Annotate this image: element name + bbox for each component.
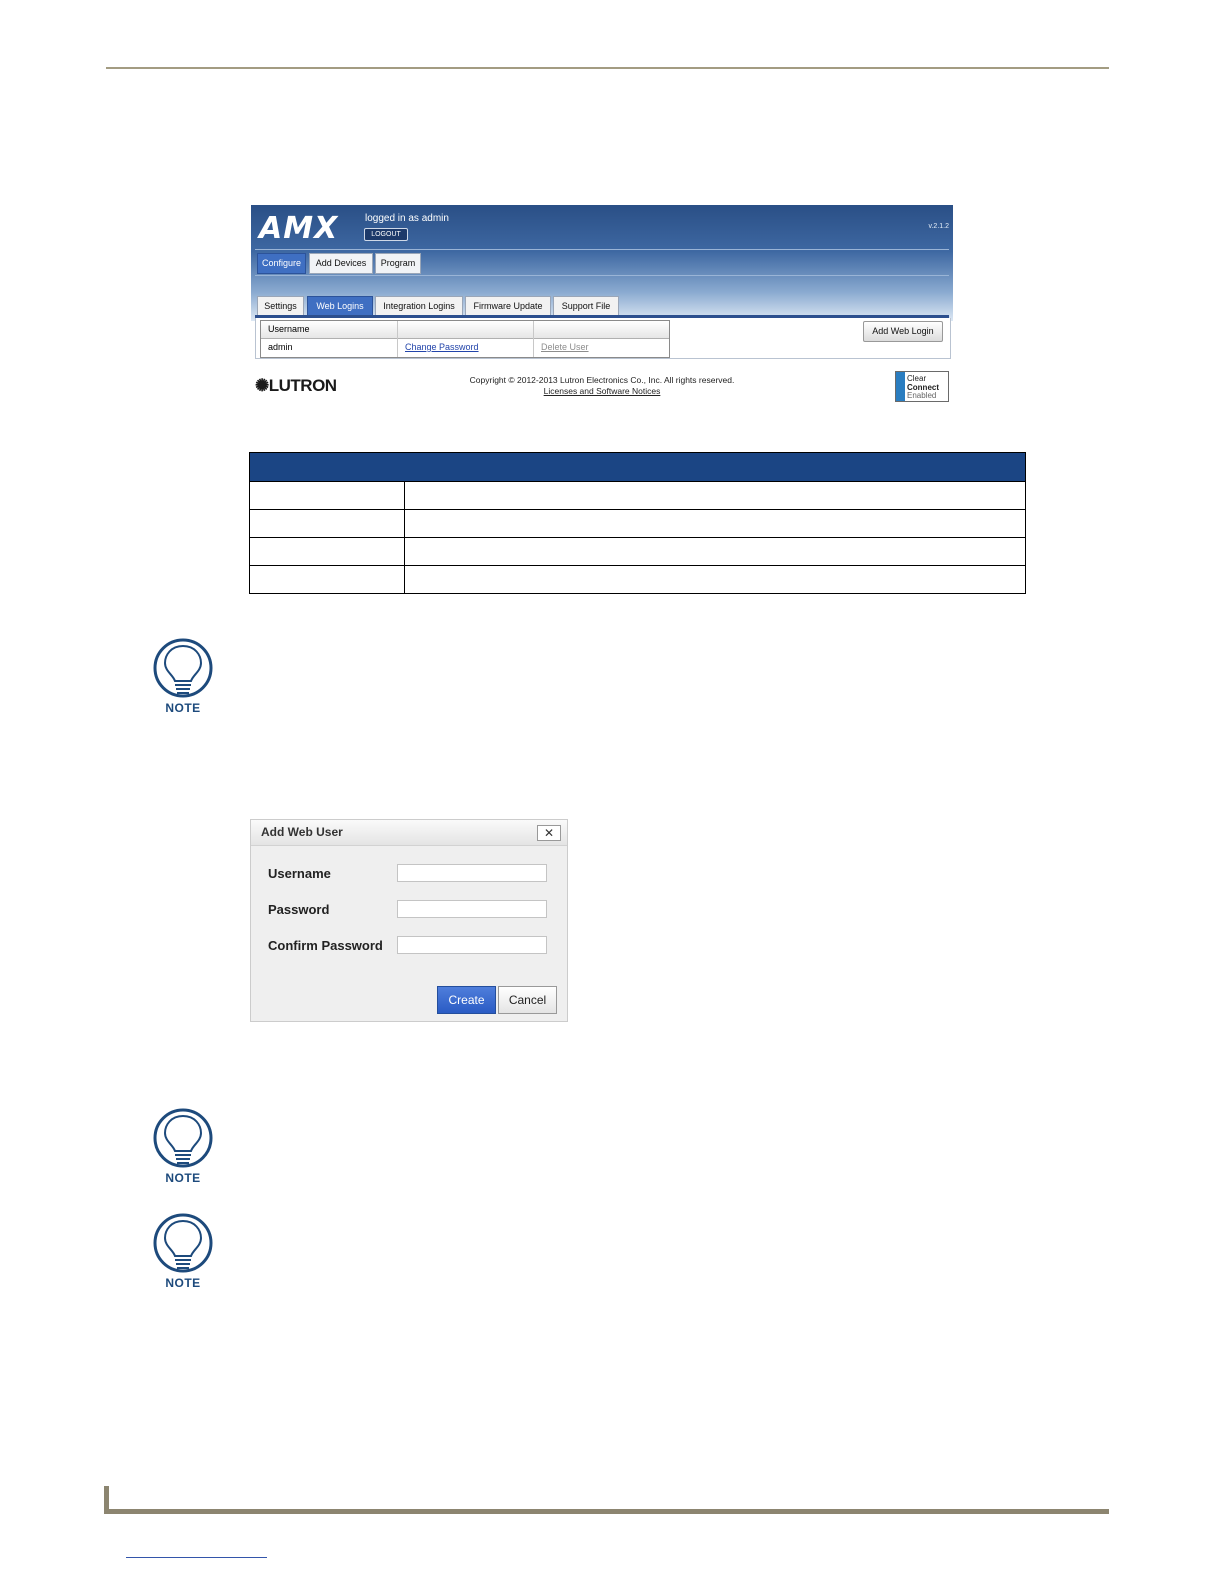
version-label: v.2.1.2 (928, 223, 949, 230)
note-callout (152, 1108, 214, 1186)
web-logins-screenshot (251, 205, 953, 403)
data-table (249, 452, 1026, 594)
tab-add-devices[interactable]: Add Devices (309, 253, 373, 274)
table-cell (405, 510, 1026, 538)
table-cell-username: admin (268, 342, 293, 352)
clear-connect-badge (895, 371, 949, 402)
table-cell (250, 482, 405, 510)
clear-connect-line-3: Enabled (907, 391, 937, 400)
tab-settings[interactable]: Settings (257, 296, 304, 317)
table-cell (405, 566, 1026, 594)
table-cell (250, 566, 405, 594)
table-row (250, 510, 1026, 538)
column-divider (397, 321, 398, 357)
cancel-button[interactable]: Cancel (498, 986, 557, 1014)
lightbulb-icon (152, 638, 214, 704)
licenses-link[interactable]: Licenses and Software Notices (543, 386, 661, 396)
username-field[interactable] (397, 864, 547, 882)
header-divider (255, 249, 949, 250)
tab-firmware-update[interactable]: Firmware Update (465, 296, 551, 317)
tab-configure[interactable]: Configure (257, 253, 306, 274)
create-button[interactable]: Create (437, 986, 496, 1014)
table-row (250, 566, 1026, 594)
change-password-link[interactable]: Change Password (405, 342, 479, 352)
confirm-password-field[interactable] (397, 936, 547, 954)
amx-logo: AMX (259, 211, 339, 246)
copyright-text: Copyright © 2012-2013 Lutron Electronics Co., Inc. All rights reserved. (469, 375, 735, 385)
lutron-logo (255, 376, 337, 396)
clear-connect-line-1: Clear (907, 374, 927, 383)
tab-web-logins[interactable]: Web Logins (307, 296, 373, 317)
password-label: Password (268, 902, 330, 917)
column-divider (533, 321, 534, 357)
footer-rule (104, 1509, 1109, 1514)
tabs-divider (255, 275, 949, 276)
header-rule (106, 67, 1109, 69)
close-icon[interactable]: ✕ (537, 825, 561, 841)
note-label: NOTE (165, 1276, 201, 1290)
tab-program[interactable]: Program (375, 253, 421, 274)
add-web-user-dialog (250, 819, 568, 1022)
tab-support-file[interactable]: Support File (553, 296, 619, 317)
delete-user-link[interactable]: Delete User (541, 342, 589, 352)
lightbulb-icon (152, 1213, 214, 1275)
web-logins-table (260, 320, 670, 358)
confirm-password-label: Confirm Password (268, 938, 383, 953)
password-field[interactable] (397, 900, 547, 918)
table-header-cell (250, 453, 1026, 482)
table-header-row (250, 453, 1026, 482)
footer-link-underline[interactable] (126, 1557, 267, 1558)
clear-connect-line-2: Connect (907, 383, 939, 392)
note-callout (152, 1213, 214, 1291)
clear-connect-strip (896, 372, 905, 401)
note-callout (152, 638, 214, 712)
lightbulb-icon (152, 1108, 214, 1170)
table-row (250, 482, 1026, 510)
table-row (250, 538, 1026, 566)
table-cell (250, 510, 405, 538)
note-label: NOTE (165, 701, 201, 712)
logout-button[interactable]: LOGOUT (364, 228, 408, 241)
lutron-wordmark: LUTRON (268, 376, 337, 395)
logged-in-text: logged in as admin (365, 213, 449, 224)
username-label: Username (268, 866, 331, 881)
copyright-block (421, 375, 783, 397)
dialog-title: Add Web User (261, 825, 343, 839)
table-cell (405, 482, 1026, 510)
add-web-login-button[interactable]: Add Web Login (863, 321, 943, 342)
table-cell (405, 538, 1026, 566)
table-cell (250, 538, 405, 566)
lutron-mark-icon: ✺ (255, 376, 269, 395)
tab-integration-logins[interactable]: Integration Logins (375, 296, 463, 317)
table-header-row (261, 321, 669, 339)
note-label: NOTE (165, 1171, 201, 1185)
column-header-username: Username (268, 324, 310, 334)
